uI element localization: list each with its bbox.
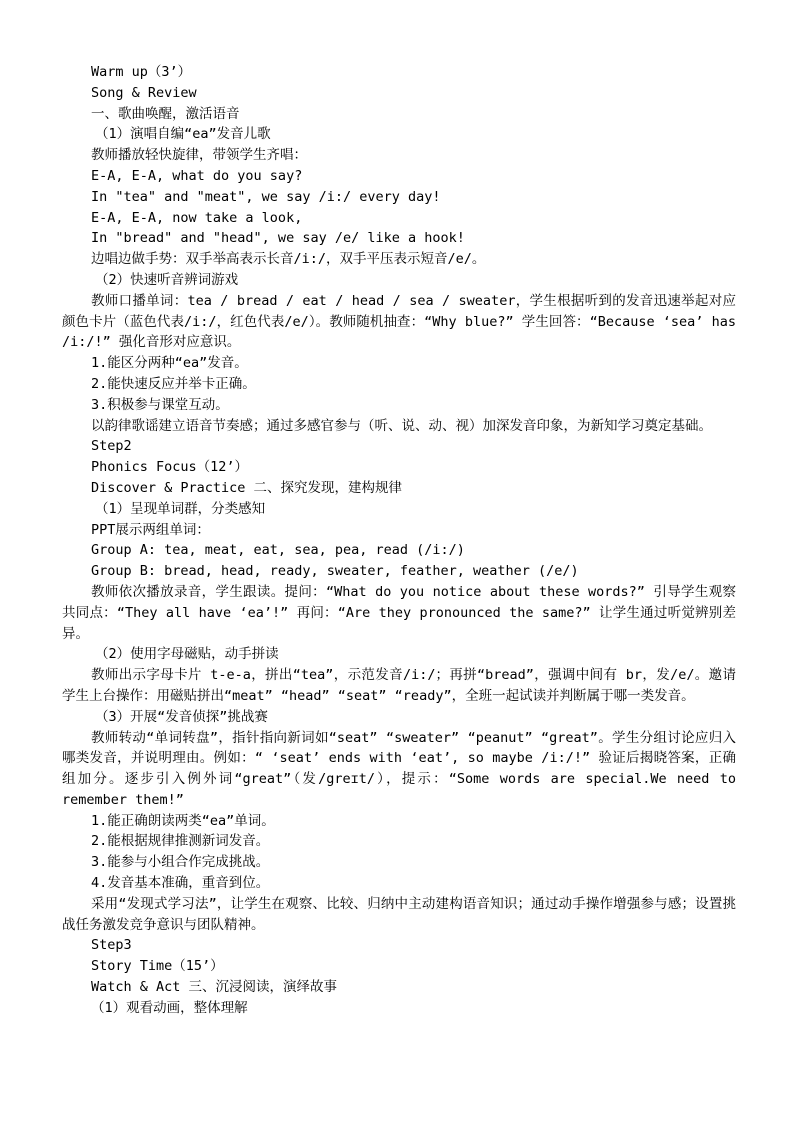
- part-title-2: Discover & Practice 二、探究发现，建构规律: [91, 479, 403, 496]
- activity-title: （3）开展“发音侦探”挑战赛: [95, 708, 268, 725]
- paragraph-line: PPT展示两组单词：: [91, 521, 210, 538]
- objective-item: 4.发音基本准确，重音到位。: [91, 875, 270, 892]
- paragraph-line: 教师播放轻快旋律，带领学生齐唱：: [91, 147, 307, 164]
- section-heading-warm-up: Warm up（3’）: [91, 64, 192, 80]
- step-label: Step3: [91, 937, 132, 954]
- objective-item: 1.能区分两种“ea”发音。: [91, 355, 248, 372]
- song-lyric-line: In "bread" and "head", we say /e/ like a hook!: [91, 230, 465, 247]
- song-lyric-line: E-A, E-A, what do you say?: [91, 167, 303, 184]
- design-rationale-paragraph: 采用“发现式学习法”，让学生在观察、比较、归纳中主动建构语音知识；通过动手操作增强参与感；设置挑战任务激发竞争意识与团队精神。: [62, 895, 736, 933]
- activity-title: （1）演唱自编“ea”发音儿歌: [95, 126, 271, 143]
- word-group-a: Group A: tea, meat, eat, sea, pea, read (/i:/): [91, 542, 465, 559]
- song-lyric-line: In "tea" and "meat", we say /i:/ every day!: [91, 188, 441, 205]
- lesson-plan-body: [62, 62, 736, 1019]
- step-label: Step2: [91, 438, 132, 455]
- objective-item: 1.能正确朗读两类“ea”单词。: [91, 812, 275, 829]
- word-group-b: Group B: bread, head, ready, sweater, feather, weather (/e/): [91, 563, 579, 580]
- activity-title: （2）快速听音辨词游戏: [95, 271, 239, 288]
- section-heading-phonics-focus: Phonics Focus（12’）: [91, 459, 249, 476]
- paragraph: 教师口播单词：tea / bread / eat / head / sea / sweater，学生根据听到的发音迅速举起对应颜色卡片（蓝色代表/i:/，红色代表/e/）。教师随机抽查：“Why blue?” 学生回答：“Because ‘sea’ has /i:/!” 强化音形对应意识。: [62, 292, 736, 351]
- design-rationale-paragraph: 以韵律歌谣建立语音节奏感；通过多感官参与（听、说、动、视）加深发音印象，为新知学习奠定基础。: [91, 417, 712, 434]
- objective-item: 2.能根据规律推测新词发音。: [91, 833, 270, 850]
- activity-title: （1）观看动画，整体理解: [91, 999, 248, 1016]
- paragraph: 教师出示字母卡片 t-e-a，拼出“tea”，示范发音/i:/；再拼“bread”，强调中间有 br，发/e/。邀请学生上台操作：用磁贴拼出“meat” “head” “seat” “ready”，全班一起试读并判断属于哪一类发音。: [62, 667, 736, 704]
- section-heading-story-time: Story Time（15’）: [91, 958, 224, 975]
- paragraph: 教师依次播放录音，学生跟读。提问：“What do you notice about these words?” 引导学生观察共同点：“They all have ‘ea’!” 再问：“Are they pronounced the same?” 让学生通过听觉辨别差异。: [62, 583, 736, 642]
- objective-item: 2.能快速反应并举卡正确。: [91, 375, 256, 392]
- paragraph: 教师转动“单词转盘”，指针指向新词如“seat” “sweater” “peanut” “great”。学生分组讨论应归入哪类发音，并说明理由。例如：“ ‘seat’ ends with ‘eat’, so maybe /i:/!” 验证后揭晓答案，正确组加分。逐步引入例外词“great”（发/greɪt/），提示：“Some words are special.We need to remember them!”: [62, 729, 736, 808]
- activity-title: （1）呈现单词群，分类感知: [95, 500, 266, 517]
- paragraph-line: 边唱边做手势：双手举高表示长音/i:/，双手平压表示短音/e/。: [91, 251, 486, 268]
- song-lyric-line: E-A, E-A, now take a look,: [91, 209, 303, 226]
- activity-title: （2）使用字母磁贴，动手拼读: [95, 646, 279, 663]
- objective-item: 3.积极参与课堂互动。: [91, 396, 229, 413]
- part-title-1: 一、歌曲唤醒，激活语音: [91, 105, 240, 122]
- objective-item: 3.能参与小组合作完成挑战。: [91, 854, 270, 871]
- section-subheading-song-review: Song & Review: [91, 84, 197, 101]
- part-title-3: Watch & Act 三、沉浸阅读，演绎故事: [91, 979, 338, 996]
